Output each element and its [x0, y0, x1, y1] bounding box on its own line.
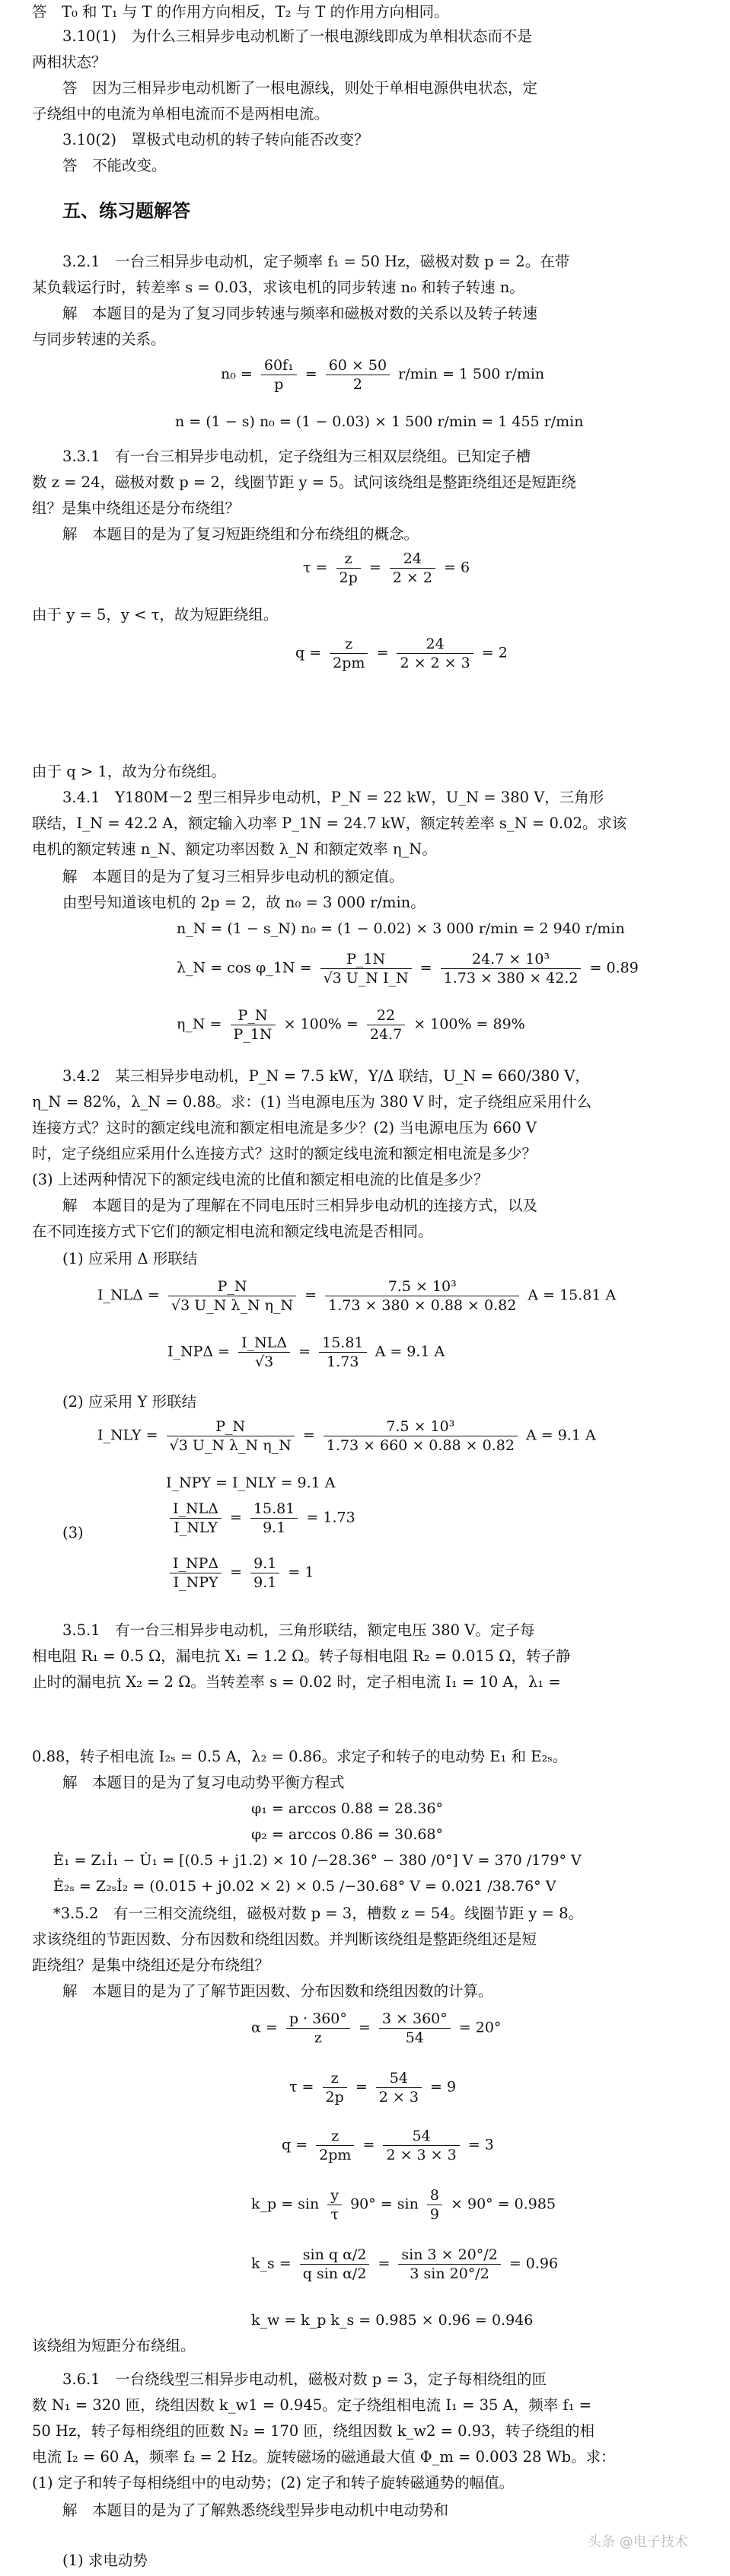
- answer-line: 答 T₀ 和 T₁ 与 T 的作用方向相反，T₂ 与 T 的作用方向相同。: [32, 3, 449, 21]
- solution-line: 由于 q > 1，故为分布绕组。: [32, 763, 226, 780]
- formula-n0: n₀ = $\frac{\text{60f₁}}{p}$ = $\frac{60 \times 50}{2}$ r/min = 1 500 r/min: [221, 357, 545, 393]
- problem-line: 某负载运行时，转差率 s = 0.03，求该电机的同步转速 n₀ 和转子转速 n。: [32, 279, 524, 296]
- problem-line: 连接方式？这时的额定线电流和额定相电流是多少？(2) 当电源电压为 660 V: [32, 1119, 537, 1137]
- problem-line: 电流 I₂ = 60 A，频率 f₂ = 2 Hz。旋转磁场的磁通最大值 Φ_m = 0.003 28 Wb。求：: [32, 2448, 616, 2466]
- formula-q: q = $\frac{z}{2pm}$ = $\frac{24}{2 \times 2 \times 3}$ = 2: [295, 636, 508, 671]
- question-line: 两相状态？: [32, 53, 107, 71]
- problem-line: 联结，I_N = 42.2 A，额定输入功率 P_1N = 24.7 kW，额定转差率 s_N = 0.02。求该: [32, 815, 627, 832]
- formula-alpha: α = $\frac{p \cdot 360^\circ}{z}$ = $\frac{3 \times 360^\circ}{54}$ = 20°: [251, 2010, 502, 2046]
- formula-inp-delta: I_NPΔ = $\frac{\text{I\_NLΔ}}{√3}$ = $\frac{15.81}{1.73}$ A = 9.1 A: [167, 1334, 445, 1370]
- problem-line: 数 N₁ = 320 匝，绕组因数 k_w1 = 0.945。定子绕组相电流 I₁ = 35 A，频率 f₁ =: [32, 2396, 591, 2414]
- solution-line: 在不同连接方式下它们的额定相电流和额定线电流是否相同。: [32, 1223, 433, 1240]
- formula-inl-delta: I_NLΔ = $\frac{P\_N}{\text{√3 U\_N λ\_N η\_N}}$ = $\frac{\text{7.5 × 10³}}{1.73 \times 380 \times 0.88 \times 0.82}$ A = 15.81 A: [97, 1278, 617, 1314]
- problem-line: 数 z = 24，磁极对数 p = 2，线圈节距 y = 5。试问该绕组是整距绕组还是短距绕: [32, 473, 576, 491]
- problem-line: 50 Hz，转子每相绕组的匝数 N₂ = 170 匝，绕组因数 k_w2 = 0.93，转子绕组的相: [32, 2422, 595, 2440]
- problem-line: 0.88，转子相电流 I₂ₛ = 0.5 A，λ₂ = 0.86。求定子和转子的电动势 E₁ 和 E₂ₛ。: [32, 1748, 568, 1765]
- problem-line: 求该绕组的节距因数、分布因数和绕组因数。并判断该绕组是整距绕组还是短: [32, 1930, 537, 1948]
- formula-ks: k_s = $\frac{\text{sin q α/2}}{\text{q sin α/2}}$ = $\frac{\sin 3 \times 20^\circ/2}{3 \sin 20^\circ/2}$ = 0.96: [251, 2246, 559, 2282]
- formula-ratio-line: $\frac{\text{I\_NLΔ}}{\text{I\_NLY}}$ = $\frac{15.81}{9.1}$ = 1.73: [166, 1500, 355, 1537]
- formula-phi2: φ₂ = arccos 0.86 = 30.68°: [251, 1826, 444, 1843]
- watermark: 头条 @电子技术: [588, 2534, 688, 2550]
- formula-kw: k_w = k_p k_s = 0.985 × 0.96 = 0.946: [251, 2312, 534, 2329]
- problem-line: (3) 上述两种情况下的额定线电流的比值和额定相电流的比值是多少？: [32, 1171, 489, 1188]
- formula-nN: n_N = (1 − s_N) n₀ = (1 − 0.02) × 3 000 r/min = 2 940 r/min: [177, 920, 625, 937]
- solution-line: 解 本题目的是为了复习电动势平衡方程式: [62, 1774, 345, 1791]
- question-line: 3.10(1) 为什么三相异步电动机断了一根电源线即成为单相状态而不是: [62, 27, 533, 45]
- part-label: (3): [62, 1524, 84, 1541]
- problem-line: 3.2.1 一台三相异步电动机，定子频率 f₁ = 50 Hz，磁极对数 p = 2。在带: [62, 253, 570, 270]
- solution-line: 解 本题目的是为了复习短距绕组和分布绕组的概念。: [62, 525, 419, 543]
- problem-line: 3.5.1 有一台三相异步电动机，三角形联结，额定电压 380 V。定子每: [62, 1621, 535, 1639]
- problem-line: 3.4.2 某三相异步电动机，P_N = 7.5 kW，Y/Δ 联结，U_N = 660/380 V，: [62, 1067, 590, 1085]
- problem-line: 止时的漏电抗 X₂ = 2 Ω。当转差率 s = 0.02 时，定子相电流 I₁ = 10 A，λ₁ =: [32, 1673, 561, 1691]
- solution-line: 由于 y = 5，y < τ，故为短距绕组。: [32, 606, 279, 623]
- problem-line: 距绕组？是集中绕组还是分布绕组？: [32, 1956, 270, 1974]
- problem-line: 相电阻 R₁ = 0.5 Ω，漏电抗 X₁ = 1.2 Ω。转子每相电阻 R₂ = 0.015 Ω，转子静: [32, 1647, 571, 1665]
- problem-line: 3.4.1 Y180M－2 型三相异步电动机，P_N = 22 kW，U_N = 380 V，三角形: [62, 789, 604, 806]
- problem-line: η_N = 82%，λ_N = 0.88。求：(1) 当电源电压为 380 V 时，定子绕组应采用什么: [32, 1093, 592, 1111]
- solution-line: 解 本题目的是为了复习三相异步电动机的额定值。: [62, 868, 404, 885]
- formula-ratio-phase: $\frac{\text{I\_NPΔ}}{\text{I\_NPY}}$ = $\frac{9.1}{9.1}$ = 1: [166, 1554, 314, 1592]
- formula-q2: q = $\frac{z}{2pm}$ = $\frac{54}{2 \times 3 \times 3}$ = 3: [282, 2128, 494, 2163]
- problem-line: *3.5.2 有一三相交流绕组，磁极对数 p = 3，槽数 z = 54。线圈节距 y = 8。: [53, 1905, 584, 1922]
- answer-line: 答 因为三相异步电动机断了一根电源线，则处于单相电源供电状态，定: [62, 79, 538, 97]
- answer-line: 子绕组中的电流为单相电流而不是两相电流。: [32, 105, 330, 123]
- solution-line: 由型号知道该电机的 2p = 2，故 n₀ = 3 000 r/min。: [62, 894, 426, 911]
- problem-line: 3.3.1 有一台三相异步电动机，定子绕组为三相双层绕组。已知定子槽: [62, 448, 531, 465]
- problem-line: (1) 定子和转子每相绕组中的电动势；(2) 定子和转子旋转磁通势的幅值。: [32, 2474, 515, 2492]
- solution-line: 解 本题目的是为了了解熟悉绕线型异步电动机中电动势和: [62, 2501, 449, 2519]
- formula-tau2: τ = $\frac{z}{2p}$ = $\frac{54}{2 \times 3}$ = 9: [289, 2070, 457, 2106]
- formula-phi1: φ₁ = arccos 0.88 = 28.36°: [251, 1800, 444, 1817]
- formula-e1: Ė₁ = Z₁İ₁ − U̇₁ = [(0.5 + j1.2) × 10 /−28.36° − 380 /0°] V = 370 /179° V: [53, 1852, 582, 1869]
- formula-e2: Ė₂ₛ = Z₂ₛİ₂ = (0.015 + j0.02 × 2) × 0.5 /−30.68° V = 0.021 /38.76° V: [53, 1878, 556, 1895]
- problem-line: 3.6.1 一台绕线型三相异步电动机，磁极对数 p = 3，定子每相绕组的匝: [62, 2370, 547, 2388]
- formula-lambda: λ_N = cos φ_1N = $\frac{P\_1N}{\text{√3 U\_N I\_N}}$ = $\frac{\text{24.7 × 10³}}{1.73 \times 380 \times 42.2}$ = 0.89: [177, 951, 639, 987]
- solution-line: 解 本题目的是为了理解在不同电压时三相异步电动机的连接方式，以及: [62, 1197, 538, 1214]
- solution-line: 该绕组为短距分布绕组。: [32, 2337, 196, 2354]
- formula-eta: η_N = $\frac{P\_N}{P\_1N}$ × 100% = $\frac{22}{24.7}$ × 100% = 89%: [177, 1007, 525, 1043]
- solution-line: 与同步转速的关系。: [32, 330, 166, 348]
- formula-kp: k_p = sin $\frac{y}{\tau}$ 90° = sin $\frac{8}{9}$ × 90° = 0.985: [251, 2187, 556, 2223]
- solution-line: (1) 求电动势: [62, 2552, 148, 2569]
- section-heading: 五、练习题解答: [62, 200, 190, 222]
- formula-n: n = (1 − s) n₀ = (1 − 0.03) × 1 500 r/min = 1 455 r/min: [175, 413, 584, 430]
- formula-tau: τ = $\frac{z}{2p}$ = $\frac{24}{2 \times 2}$ = 6: [303, 550, 470, 586]
- question-line: 3.10(2) 罩极式电动机的转子转向能否改变？: [62, 131, 369, 148]
- answer-line: 答 不能改变。: [62, 157, 167, 174]
- problem-line: 电机的额定转速 n_N、额定功率因数 λ_N 和额定效率 η_N。: [32, 840, 437, 858]
- problem-line: 组？是集中绕组还是分布绕组？: [32, 499, 241, 517]
- problem-line: 时，定子绕组应采用什么连接方式？这时的额定线电流和额定相电流是多少？: [32, 1145, 537, 1162]
- solution-line: (1) 应采用 Δ 形联结: [62, 1250, 198, 1267]
- solution-line: 解 本题目的是为了复习同步转速与频率和磁极对数的关系以及转子转速: [62, 304, 538, 322]
- formula-inp-y: I_NPY = I_NLY = 9.1 A: [166, 1475, 336, 1491]
- solution-line: 解 本题目的是为了了解节距因数、分布因数和绕组因数的计算。: [62, 1982, 493, 2000]
- solution-line: (2) 应采用 Y 形联结: [62, 1393, 197, 1411]
- formula-inl-y: I_NLY = $\frac{P\_N}{\text{√3 U\_N λ\_N η\_N}}$ = $\frac{\text{7.5 × 10³}}{1.73 \times 660 \times 0.88 \times 0.82}$ A = 9.1 A: [97, 1418, 596, 1454]
